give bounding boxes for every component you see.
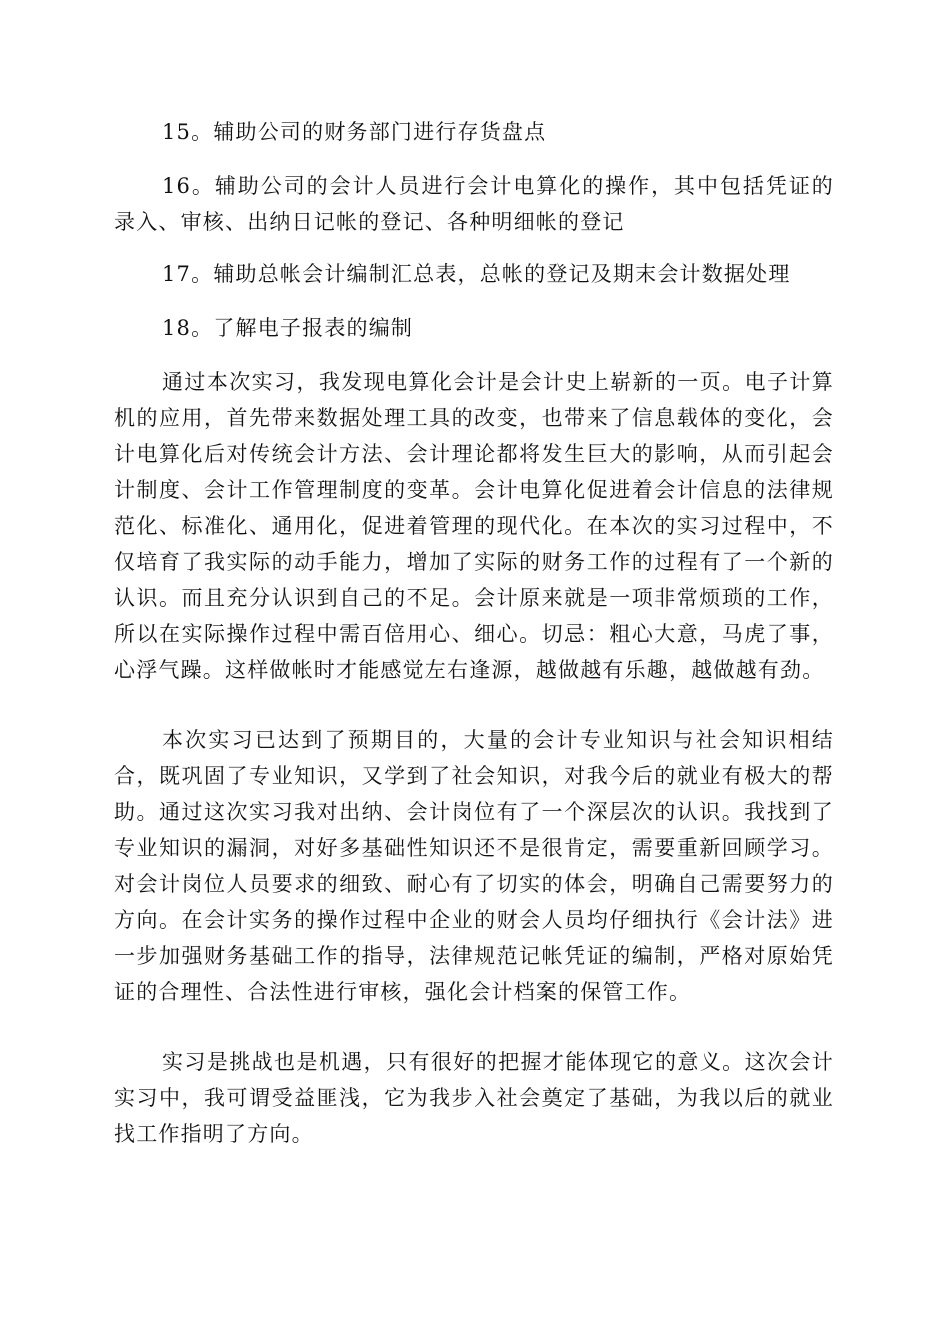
paragraph-internship-results bbox=[114, 722, 834, 1010]
list-item-18 bbox=[114, 310, 834, 346]
paragraph-conclusion bbox=[114, 1044, 834, 1152]
list-item-16 bbox=[114, 168, 834, 240]
list-item-15 bbox=[114, 114, 834, 150]
paragraph-computerized-accounting bbox=[114, 364, 834, 688]
paragraph-text: 本次实习已达到了预期目的，大量的会计专业知识与社会知识相结合，既巩固了专业知识，又学到了社会知识，对我今后的就业有极大的帮助。通过这次实习我对出纳、会计岗位有了一个深层次的认识。我找到了专业知识的漏洞，对好多基础性知识还不是很肯定，需要重新回顾学习。对会计岗位人员要求的细致、耐心有了切实的体会，明确自己需要努力的方向。在会计实务的操作过程中企业的财会人员均仔细执行《会计法》进一步加强财务基础工作的指导，法律规范记帐凭证的编制，严格对原始凭证的合理性、合法性进行审核，强化会计档案的保管工作。 bbox=[114, 728, 834, 1004]
list-item-text: 18。了解电子报表的编制 bbox=[162, 316, 414, 340]
list-item-text: 16。辅助公司的会计人员进行会计电算化的操作，其中包括凭证的录入、审核、出纳日记帐的登记、各种明细帐的登记 bbox=[114, 174, 834, 234]
list-item-text: 17。辅助总帐会计编制汇总表，总帐的登记及期末会计数据处理 bbox=[162, 262, 791, 286]
list-item-17 bbox=[114, 256, 834, 292]
paragraph-text: 通过本次实习，我发现电算化会计是会计史上崭新的一页。电子计算机的应用，首先带来数据处理工具的改变，也带来了信息载体的变化，会计电算化后对传统会计方法、会计理论都将发生巨大的影响，从而引起会计制度、会计工作管理制度的变革。会计电算化促进着会计信息的法律规范化、标准化、通用化，促进着管理的现代化。在本次的实习过程中，不仅培育了我实际的动手能力，增加了实际的财务工作的过程有了一个新的认识。而且充分认识到自己的不足。会计原来就是一项非常烦琐的工作，所以在实际操作过程中需百倍用心、细心。切忌：粗心大意，马虎了事，心浮气躁。这样做帐时才能感觉左右逢源，越做越有乐趣，越做越有劲。 bbox=[114, 370, 834, 682]
list-item-text: 15。辅助公司的财务部门进行存货盘点 bbox=[162, 120, 547, 144]
paragraph-text: 实习是挑战也是机遇，只有很好的把握才能体现它的意义。这次会计实习中，我可谓受益匪浅，它为我步入社会奠定了基础，为我以后的就业找工作指明了方向。 bbox=[114, 1050, 834, 1146]
